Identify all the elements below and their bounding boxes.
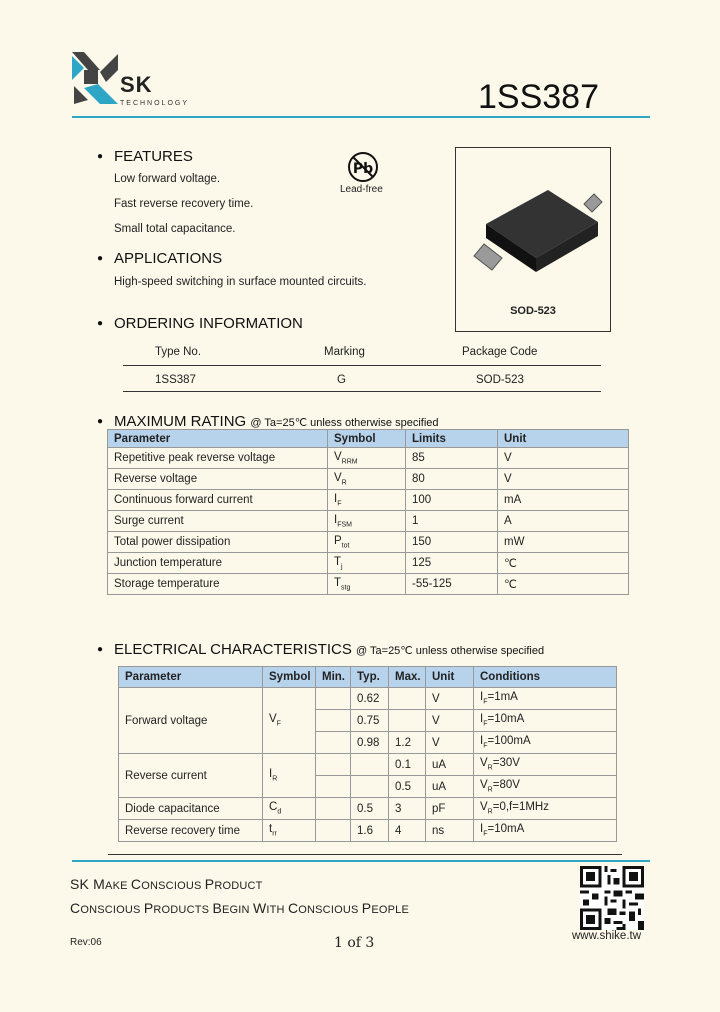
slogan-part: ONSCIOUS — [298, 904, 362, 916]
param-cell: Storage temperature — [108, 574, 328, 595]
lead-free-icon — [346, 151, 380, 183]
feature-item: Fast reverse recovery time. — [114, 198, 254, 210]
cond: I — [480, 735, 484, 748]
symbol-cell — [328, 511, 406, 532]
min-cell — [316, 820, 351, 842]
symbol-sub: F — [276, 720, 281, 728]
slogan-part: P — [361, 900, 372, 916]
table-row — [108, 448, 629, 469]
unit-cell: V — [498, 448, 629, 469]
qr-code-icon — [580, 866, 644, 930]
slogan-part: C — [130, 876, 142, 892]
unit-cell: uA — [426, 754, 474, 776]
symbol: I — [334, 513, 338, 526]
symbol: C — [269, 801, 278, 814]
limit-cell: -55-125 — [406, 574, 498, 595]
table-row — [108, 490, 629, 511]
slogan-part: ITH — [266, 904, 288, 916]
symbol: P — [334, 534, 342, 547]
unit-cell: ℃ — [498, 553, 629, 574]
param-cell: Reverse current — [119, 754, 263, 798]
cond-cell — [474, 754, 617, 776]
electrical-heading — [114, 641, 544, 658]
param-cell: Forward voltage — [119, 688, 263, 754]
footer-divider — [108, 854, 622, 855]
max-rating-title: MAXIMUM RATING — [114, 413, 247, 430]
param-cell: Reverse voltage — [108, 469, 328, 490]
cond-sub: R — [487, 764, 493, 772]
symbol: T — [334, 576, 342, 589]
cond-rest: =30V — [492, 757, 520, 770]
ordering-heading: ● ORDERING INFORMATION — [114, 315, 303, 332]
table-row — [108, 553, 629, 574]
unit-cell: ℃ — [498, 574, 629, 595]
website-url: www.shike.tw — [572, 930, 642, 942]
ordering-cell: 1SS387 — [155, 374, 196, 386]
table-row — [108, 511, 629, 532]
cond-rest: =100mA — [487, 735, 531, 748]
symbol-cell — [263, 820, 316, 842]
cond-sub: F — [483, 742, 488, 750]
param-cell: Junction temperature — [108, 553, 328, 574]
min-cell — [316, 754, 351, 776]
revision: Rev:06 — [70, 937, 102, 948]
max-cell: 3 — [389, 798, 426, 820]
slogan-line-1 — [70, 876, 263, 892]
unit-cell: A — [498, 511, 629, 532]
symbol-sub: R — [272, 775, 278, 783]
col-header: Min. — [316, 667, 351, 688]
lead-free-label: Lead-free — [340, 184, 383, 195]
limit-cell: 100 — [406, 490, 498, 511]
col-header: Unit — [426, 667, 474, 688]
typ-cell: 0.75 — [351, 710, 389, 732]
cond-cell — [474, 732, 617, 754]
table-row — [119, 798, 617, 820]
symbol-cell — [263, 754, 316, 798]
limit-cell: 150 — [406, 532, 498, 553]
slogan-part: P — [143, 900, 154, 916]
param-cell: Diode capacitance — [119, 798, 263, 820]
symbol: V — [269, 713, 277, 726]
symbol: I — [334, 492, 338, 505]
typ-cell: 1.6 — [351, 820, 389, 842]
min-cell — [316, 710, 351, 732]
col-header: Limits — [406, 430, 498, 448]
cond-sub: F — [483, 830, 488, 838]
cond-cell — [474, 820, 617, 842]
ordering-header: Package Code — [462, 346, 538, 358]
slogan-part: P — [204, 876, 215, 892]
brand-subtitle: TECHNOLOGY — [120, 100, 190, 107]
typ-cell: 0.62 — [351, 688, 389, 710]
sod523-package-icon — [466, 172, 606, 282]
footer-divider-accent — [72, 860, 650, 862]
max-rating-table — [107, 429, 629, 595]
limit-cell: 85 — [406, 448, 498, 469]
cond: V — [480, 779, 488, 792]
min-cell — [316, 732, 351, 754]
slogan-part: AKE — [105, 880, 131, 892]
electrical-table — [118, 666, 617, 842]
max-cell — [389, 688, 426, 710]
applications-heading: ● APPLICATIONS — [114, 250, 222, 267]
table-row — [108, 574, 629, 595]
table-row — [119, 820, 617, 842]
cond-rest: =10mA — [487, 713, 525, 726]
package-label: SOD-523 — [510, 305, 556, 317]
unit-cell: V — [498, 469, 629, 490]
max-cell: 4 — [389, 820, 426, 842]
cond: I — [480, 713, 484, 726]
table-row — [119, 688, 617, 710]
brand-name: SK — [120, 72, 153, 97]
slogan-part: C — [70, 900, 81, 916]
slogan-part: W — [252, 900, 267, 916]
slogan-part: RODUCTS — [153, 904, 213, 916]
cond-rest: =0,f=1MHz — [492, 801, 549, 814]
symbol: T — [334, 555, 342, 568]
typ-cell: 0.98 — [351, 732, 389, 754]
unit-cell: uA — [426, 776, 474, 798]
symbol-sub: d — [277, 808, 282, 816]
cond-sub: R — [487, 808, 493, 816]
ordering-cell: SOD-523 — [476, 374, 524, 386]
symbol: V — [334, 471, 342, 484]
param-cell: Surge current — [108, 511, 328, 532]
param-cell: Repetitive peak reverse voltage — [108, 448, 328, 469]
electrical-condition: @ Ta=25℃ unless otherwise specified — [356, 645, 545, 657]
symbol-sub: FSM — [337, 521, 352, 529]
slogan-part: C — [287, 900, 299, 916]
electrical-title: ELECTRICAL CHARACTERISTICS — [114, 641, 352, 658]
slogan-part: EGIN — [221, 904, 253, 916]
min-cell — [316, 798, 351, 820]
symbol-cell — [328, 553, 406, 574]
slogan-part: SK — [70, 876, 94, 892]
symbol-cell — [263, 798, 316, 820]
symbol-sub: RRM — [341, 458, 358, 466]
param-cell: Total power dissipation — [108, 532, 328, 553]
slogan-part: B — [212, 900, 222, 916]
max-cell: 1.2 — [389, 732, 426, 754]
table-row — [119, 754, 617, 776]
unit-cell: V — [426, 710, 474, 732]
limit-cell: 1 — [406, 511, 498, 532]
cond-sub: R — [487, 786, 493, 794]
cond-cell — [474, 710, 617, 732]
cond-rest: =10mA — [487, 823, 525, 836]
max-cell — [389, 710, 426, 732]
max-rating-heading — [114, 413, 439, 430]
min-cell — [316, 776, 351, 798]
slogan-part: ONSCIOUS — [80, 904, 144, 916]
limit-cell: 80 — [406, 469, 498, 490]
cond-cell — [474, 776, 617, 798]
symbol-sub: stg — [341, 584, 351, 592]
slogan-part: RODUCT — [214, 880, 263, 892]
max-rating-condition: @ Ta=25℃ unless otherwise specified — [250, 417, 439, 429]
feature-item: Low forward voltage. — [114, 173, 221, 185]
cond: V — [480, 801, 488, 814]
cond-cell — [474, 688, 617, 710]
limit-cell: 125 — [406, 553, 498, 574]
slogan-line-2 — [70, 900, 409, 916]
applications-text: High-speed switching in surface mounted circuits. — [114, 276, 367, 288]
cond: V — [480, 757, 488, 770]
col-header: Symbol — [328, 430, 406, 448]
table-row — [108, 469, 629, 490]
param-cell: Continuous forward current — [108, 490, 328, 511]
param-cell: Reverse recovery time — [119, 820, 263, 842]
col-header: Symbol — [263, 667, 316, 688]
symbol-cell — [328, 574, 406, 595]
slogan-part: EOPLE — [371, 904, 410, 916]
feature-item: Small total capacitance. — [114, 223, 236, 235]
package-image-box — [455, 147, 611, 332]
page-number: 1 of 3 — [334, 935, 375, 951]
min-cell — [316, 688, 351, 710]
ordering-divider — [123, 391, 601, 392]
ordering-header: Marking — [324, 346, 365, 358]
cond-rest: =80V — [492, 779, 520, 792]
typ-cell — [351, 754, 389, 776]
symbol-sub: R — [341, 479, 347, 487]
unit-cell: V — [426, 688, 474, 710]
unit-cell: ns — [426, 820, 474, 842]
typ-cell: 0.5 — [351, 798, 389, 820]
table-row — [108, 532, 629, 553]
slogan-part: ONSCIOUS — [141, 880, 205, 892]
col-header: Typ. — [351, 667, 389, 688]
symbol-sub: tot — [341, 542, 350, 550]
symbol-cell — [328, 469, 406, 490]
header-divider — [72, 116, 650, 118]
symbol-cell — [328, 448, 406, 469]
symbol: V — [334, 450, 342, 463]
ordering-header: Type No. — [155, 346, 202, 358]
symbol-cell — [328, 532, 406, 553]
symbol-sub: rr — [272, 830, 277, 838]
col-header: Max. — [389, 667, 426, 688]
symbol-cell — [263, 688, 316, 754]
col-header: Conditions — [474, 667, 617, 688]
unit-cell: mA — [498, 490, 629, 511]
unit-cell: V — [426, 732, 474, 754]
cond-cell — [474, 798, 617, 820]
unit-cell: mW — [498, 532, 629, 553]
symbol-sub: j — [341, 563, 343, 571]
cond: I — [480, 823, 484, 836]
symbol-cell — [328, 490, 406, 511]
pb-text: Pb — [352, 161, 374, 177]
part-number-title: 1SS387 — [478, 78, 599, 116]
typ-cell — [351, 776, 389, 798]
slogan-part: M — [93, 876, 106, 892]
ordering-cell: G — [337, 374, 346, 386]
ordering-divider — [123, 365, 601, 366]
features-heading: ● FEATURES — [114, 148, 193, 165]
col-header: Unit — [498, 430, 629, 448]
col-header: Parameter — [108, 430, 328, 448]
max-cell: 0.1 — [389, 754, 426, 776]
col-header: Parameter — [119, 667, 263, 688]
symbol: I — [269, 768, 273, 781]
cond-sub: F — [483, 720, 488, 728]
symbol-sub: F — [337, 500, 342, 508]
symbol: t — [269, 823, 273, 836]
max-cell: 0.5 — [389, 776, 426, 798]
cond: I — [480, 691, 484, 704]
cond-sub: F — [483, 698, 488, 706]
unit-cell: pF — [426, 798, 474, 820]
cond-rest: =1mA — [487, 691, 518, 704]
sk-logo-icon — [70, 48, 120, 110]
